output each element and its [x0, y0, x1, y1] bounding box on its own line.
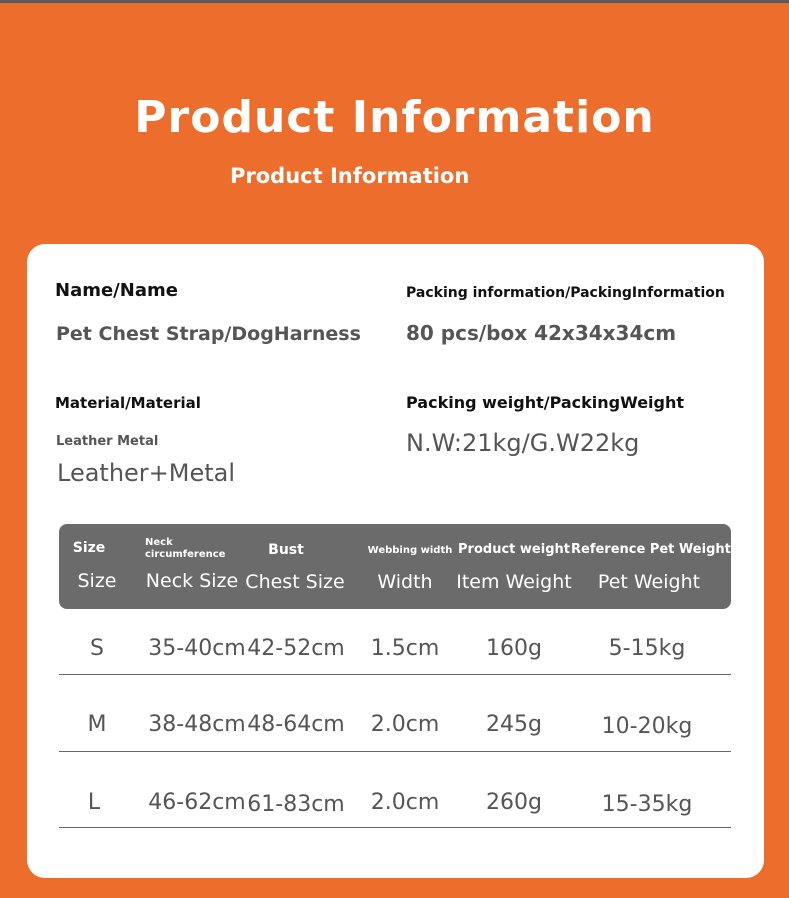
cell-width: 1.5cm [370, 636, 440, 661]
header-bust-top: Bust [268, 542, 304, 558]
name-label: Name/Name [55, 280, 178, 301]
info-card [27, 244, 764, 878]
header-webbing-top: Webbing width [367, 545, 453, 556]
page-subtitle: Product Information [230, 164, 470, 188]
header-chest-size: Chest Size [245, 571, 345, 593]
cell-neck: 38-48cm [148, 712, 246, 737]
material-sub: Leather Metal [56, 434, 159, 449]
page-title: Product Information [134, 92, 655, 143]
header-width: Width [377, 571, 433, 593]
cell-pet-weight: 5-15kg [608, 636, 686, 661]
header-neck-size: Neck Size [145, 570, 239, 592]
table-row [59, 636, 731, 696]
table-row [59, 712, 731, 772]
cell-item-weight: 260g [486, 790, 542, 815]
material-label: Material/Material [55, 394, 201, 412]
cell-pet-weight: 15-35kg [601, 792, 693, 817]
packing-info-label: Packing information/PackingInformation [406, 285, 725, 301]
cell-width: 2.0cm [370, 790, 440, 815]
table-header [59, 524, 731, 609]
cell-size: M [87, 712, 107, 737]
cell-item-weight: 245g [486, 712, 542, 737]
header-reference-top: Reference Pet Weight [571, 542, 731, 557]
header-item-weight: Item Weight [456, 571, 572, 593]
top-border [0, 0, 789, 3]
cell-neck: 35-40cm [148, 636, 246, 661]
cell-pet-weight: 10-20kg [601, 714, 693, 739]
header-neck-top: Neck circumference [145, 537, 226, 560]
cell-width: 2.0cm [370, 712, 440, 737]
row-divider [59, 674, 731, 675]
packing-weight-value: N.W:21kg/G.W22kg [406, 429, 640, 457]
cell-chest: 48-64cm [247, 712, 345, 737]
cell-chest: 42-52cm [247, 636, 345, 661]
header-product-weight-top: Product weight [458, 542, 570, 557]
header-pet-weight: Pet Weight [597, 571, 701, 593]
header-size-top: Size [72, 540, 106, 556]
cell-size: L [87, 790, 101, 815]
row-divider [59, 827, 731, 828]
cell-item-weight: 160g [486, 636, 542, 661]
cell-size: S [90, 636, 104, 661]
cell-neck: 46-62cm [148, 790, 246, 815]
cell-chest: 61-83cm [247, 792, 345, 817]
row-divider [59, 751, 731, 752]
table-row [59, 790, 731, 850]
header-size: Size [77, 570, 117, 592]
packing-info-value: 80 pcs/box 42x34x34cm [406, 321, 677, 345]
name-value: Pet Chest Strap/DogHarness [56, 323, 361, 345]
packing-weight-label: Packing weight/PackingWeight [406, 393, 685, 412]
material-value: Leather+Metal [57, 459, 236, 487]
